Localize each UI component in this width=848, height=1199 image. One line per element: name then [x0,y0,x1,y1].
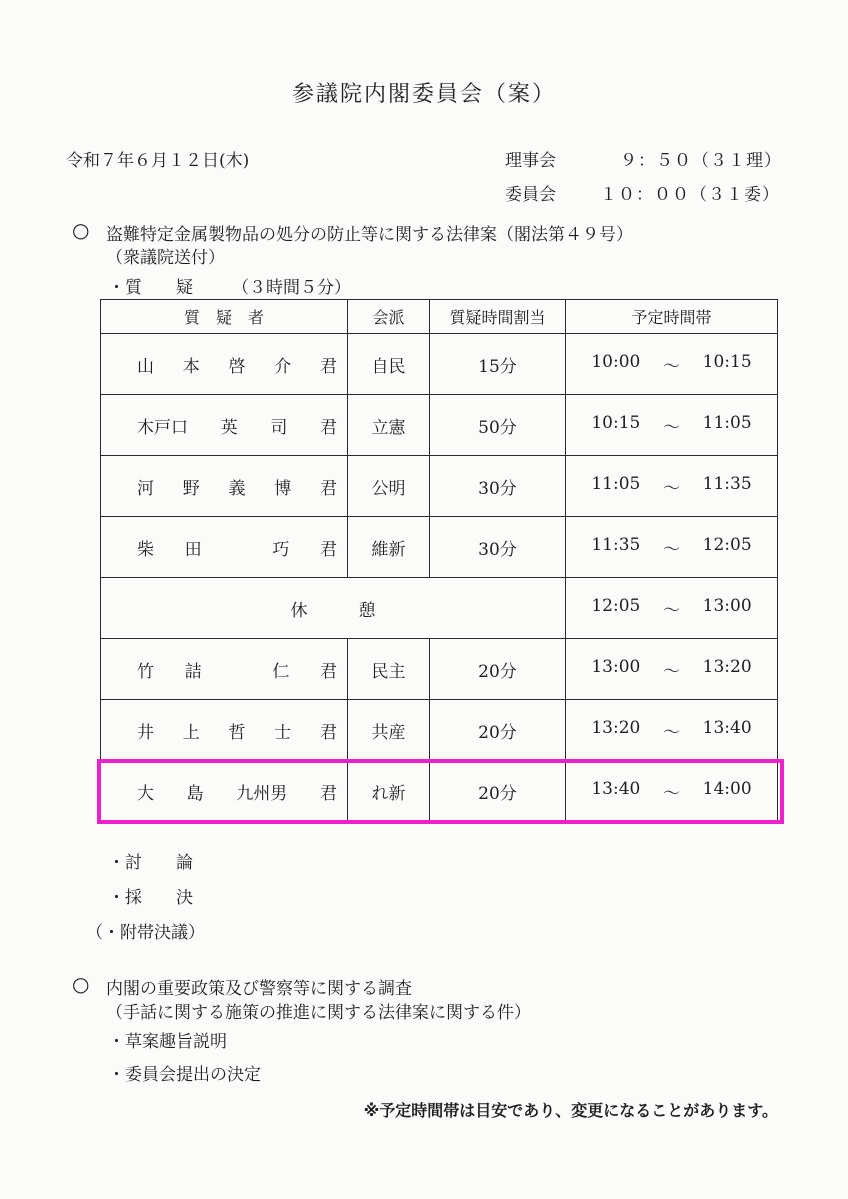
start-time: 12:05 [591,595,641,616]
time-slot [566,761,778,822]
end-time: 12:05 [702,534,752,555]
name-part: 介 [274,356,292,377]
schedule-label-directors: 理事会 [505,151,556,171]
name-part: 大 [137,783,154,804]
questioning-duration: （３時間５分） [232,278,351,298]
time-slot [566,456,778,517]
vote-item: ・採 決 [108,888,193,908]
investigation-title: 内閣の重要政策及び警察等に関する調査 [106,979,412,999]
questioner-name [101,456,348,517]
start-time: 13:20 [591,717,641,738]
name-part: 君 [319,539,337,560]
allotment: 50分 [430,395,566,456]
range-tilde: ～ [662,356,680,377]
range-tilde: ～ [662,478,680,499]
investigation-item-decision: ・委員会提出の決定 [108,1065,261,1085]
faction: 共産 [348,700,430,761]
name-part: 竹 [137,661,154,682]
range-tilde: ～ [662,722,680,743]
start-time: 11:35 [591,534,641,555]
meeting-date: 令和７年６月１２日(木) [66,151,250,171]
questioner-name [101,395,348,456]
name-part: 九州男 [236,783,288,804]
name-part: 上 [182,722,200,743]
recess-label: 休 憩 [101,578,566,639]
allotment: 30分 [430,517,566,578]
name-part: 島 [186,783,204,804]
name-part: 君 [319,783,337,804]
name-part: 詰 [184,661,202,682]
name-part: 義 [228,478,246,499]
questioner-name [101,700,348,761]
name-part: 英 [220,417,238,438]
faction: れ新 [348,761,430,822]
debate-item: ・討 論 [108,853,193,873]
name-part: 博 [274,478,292,499]
end-time: 11:05 [702,412,752,433]
allotment: 30分 [430,456,566,517]
bill-subtitle: （衆議院送付） [106,248,225,268]
questioner-name [101,517,348,578]
end-time: 14:00 [702,778,752,799]
questioner-name [101,761,348,822]
name-part: 本 [182,356,200,377]
name-part: 河 [137,478,154,499]
questioner-name [101,334,348,395]
name-part: 仁 [272,661,290,682]
table-row [101,639,778,700]
faction: 民主 [348,639,430,700]
time-slot [566,700,778,761]
name-part: 君 [319,417,337,438]
time-slot [566,639,778,700]
name-part: 君 [320,722,337,743]
footnote: ※予定時間帯は目安であり、変更になることがあります。 [363,1101,778,1120]
start-time: 13:40 [591,778,641,799]
start-time: 13:00 [591,656,641,677]
name-part: 君 [319,661,337,682]
name-part: 哲 [228,722,246,743]
questioner-name [101,639,348,700]
questioning-heading: ・質 疑 [108,278,193,298]
recess-row [101,578,778,639]
name-part: 士 [274,722,292,743]
bill-marker: ○ [72,218,90,242]
table-row-highlighted [101,761,778,822]
range-tilde: ～ [662,417,680,438]
faction: 維新 [348,517,430,578]
schedule-label-committee: 委員会 [505,185,556,205]
allotment: 20分 [430,700,566,761]
name-part: 木戸口 [137,417,188,438]
end-time: 13:40 [702,717,752,738]
name-part: 司 [270,417,288,438]
range-tilde: ～ [662,539,680,560]
table-row [101,700,778,761]
end-time: 10:15 [702,351,752,372]
range-tilde: ～ [662,783,680,804]
investigation-subtitle: （手話に関する施策の推進に関する法律案に関する件） [106,1003,531,1023]
header-questioner: 質 疑 者 [101,300,348,334]
faction: 公明 [348,456,430,517]
header-time-slot: 予定時間帯 [566,300,778,334]
table-row [101,334,778,395]
investigation-item-explanation: ・草案趣旨説明 [108,1032,227,1052]
name-part: 君 [320,478,337,499]
schedule-time-committee: １０：００（３１委） [600,185,780,205]
bill-title: 盗難特定金属製物品の処分の防止等に関する法律案（閣法第４９号） [106,225,633,245]
name-part: 柴 [137,539,154,560]
name-part: 巧 [272,539,290,560]
time-slot [566,517,778,578]
header-allotment: 質疑時間割当 [430,300,566,334]
range-tilde: ～ [662,600,680,621]
end-time: 11:35 [702,473,752,494]
time-slot [566,334,778,395]
table-row [101,456,778,517]
page-title: 参議院内閣委員会（案） [291,82,556,107]
name-part: 山 [137,356,154,377]
start-time: 10:00 [591,351,641,372]
table-row [101,395,778,456]
questioning-table [100,299,778,822]
allotment: 15分 [430,334,566,395]
faction: 自民 [348,334,430,395]
name-part: 君 [320,356,337,377]
name-part: 田 [184,539,202,560]
table-row [101,517,778,578]
supplementary-resolution-item: （・附帯決議） [86,923,205,943]
time-slot [566,578,778,639]
start-time: 10:15 [591,412,641,433]
name-part: 啓 [228,356,246,377]
time-slot [566,395,778,456]
header-faction: 会派 [348,300,430,334]
start-time: 11:05 [591,473,641,494]
range-tilde: ～ [662,661,680,682]
schedule-time-directors: ９：５０（３１理） [620,151,782,171]
allotment: 20分 [430,761,566,822]
name-part: 井 [137,722,154,743]
table-header-row [101,300,778,334]
faction: 立憲 [348,395,430,456]
allotment: 20分 [430,639,566,700]
investigation-marker: ○ [72,972,90,996]
name-part: 野 [182,478,200,499]
end-time: 13:00 [702,595,752,616]
end-time: 13:20 [702,656,752,677]
